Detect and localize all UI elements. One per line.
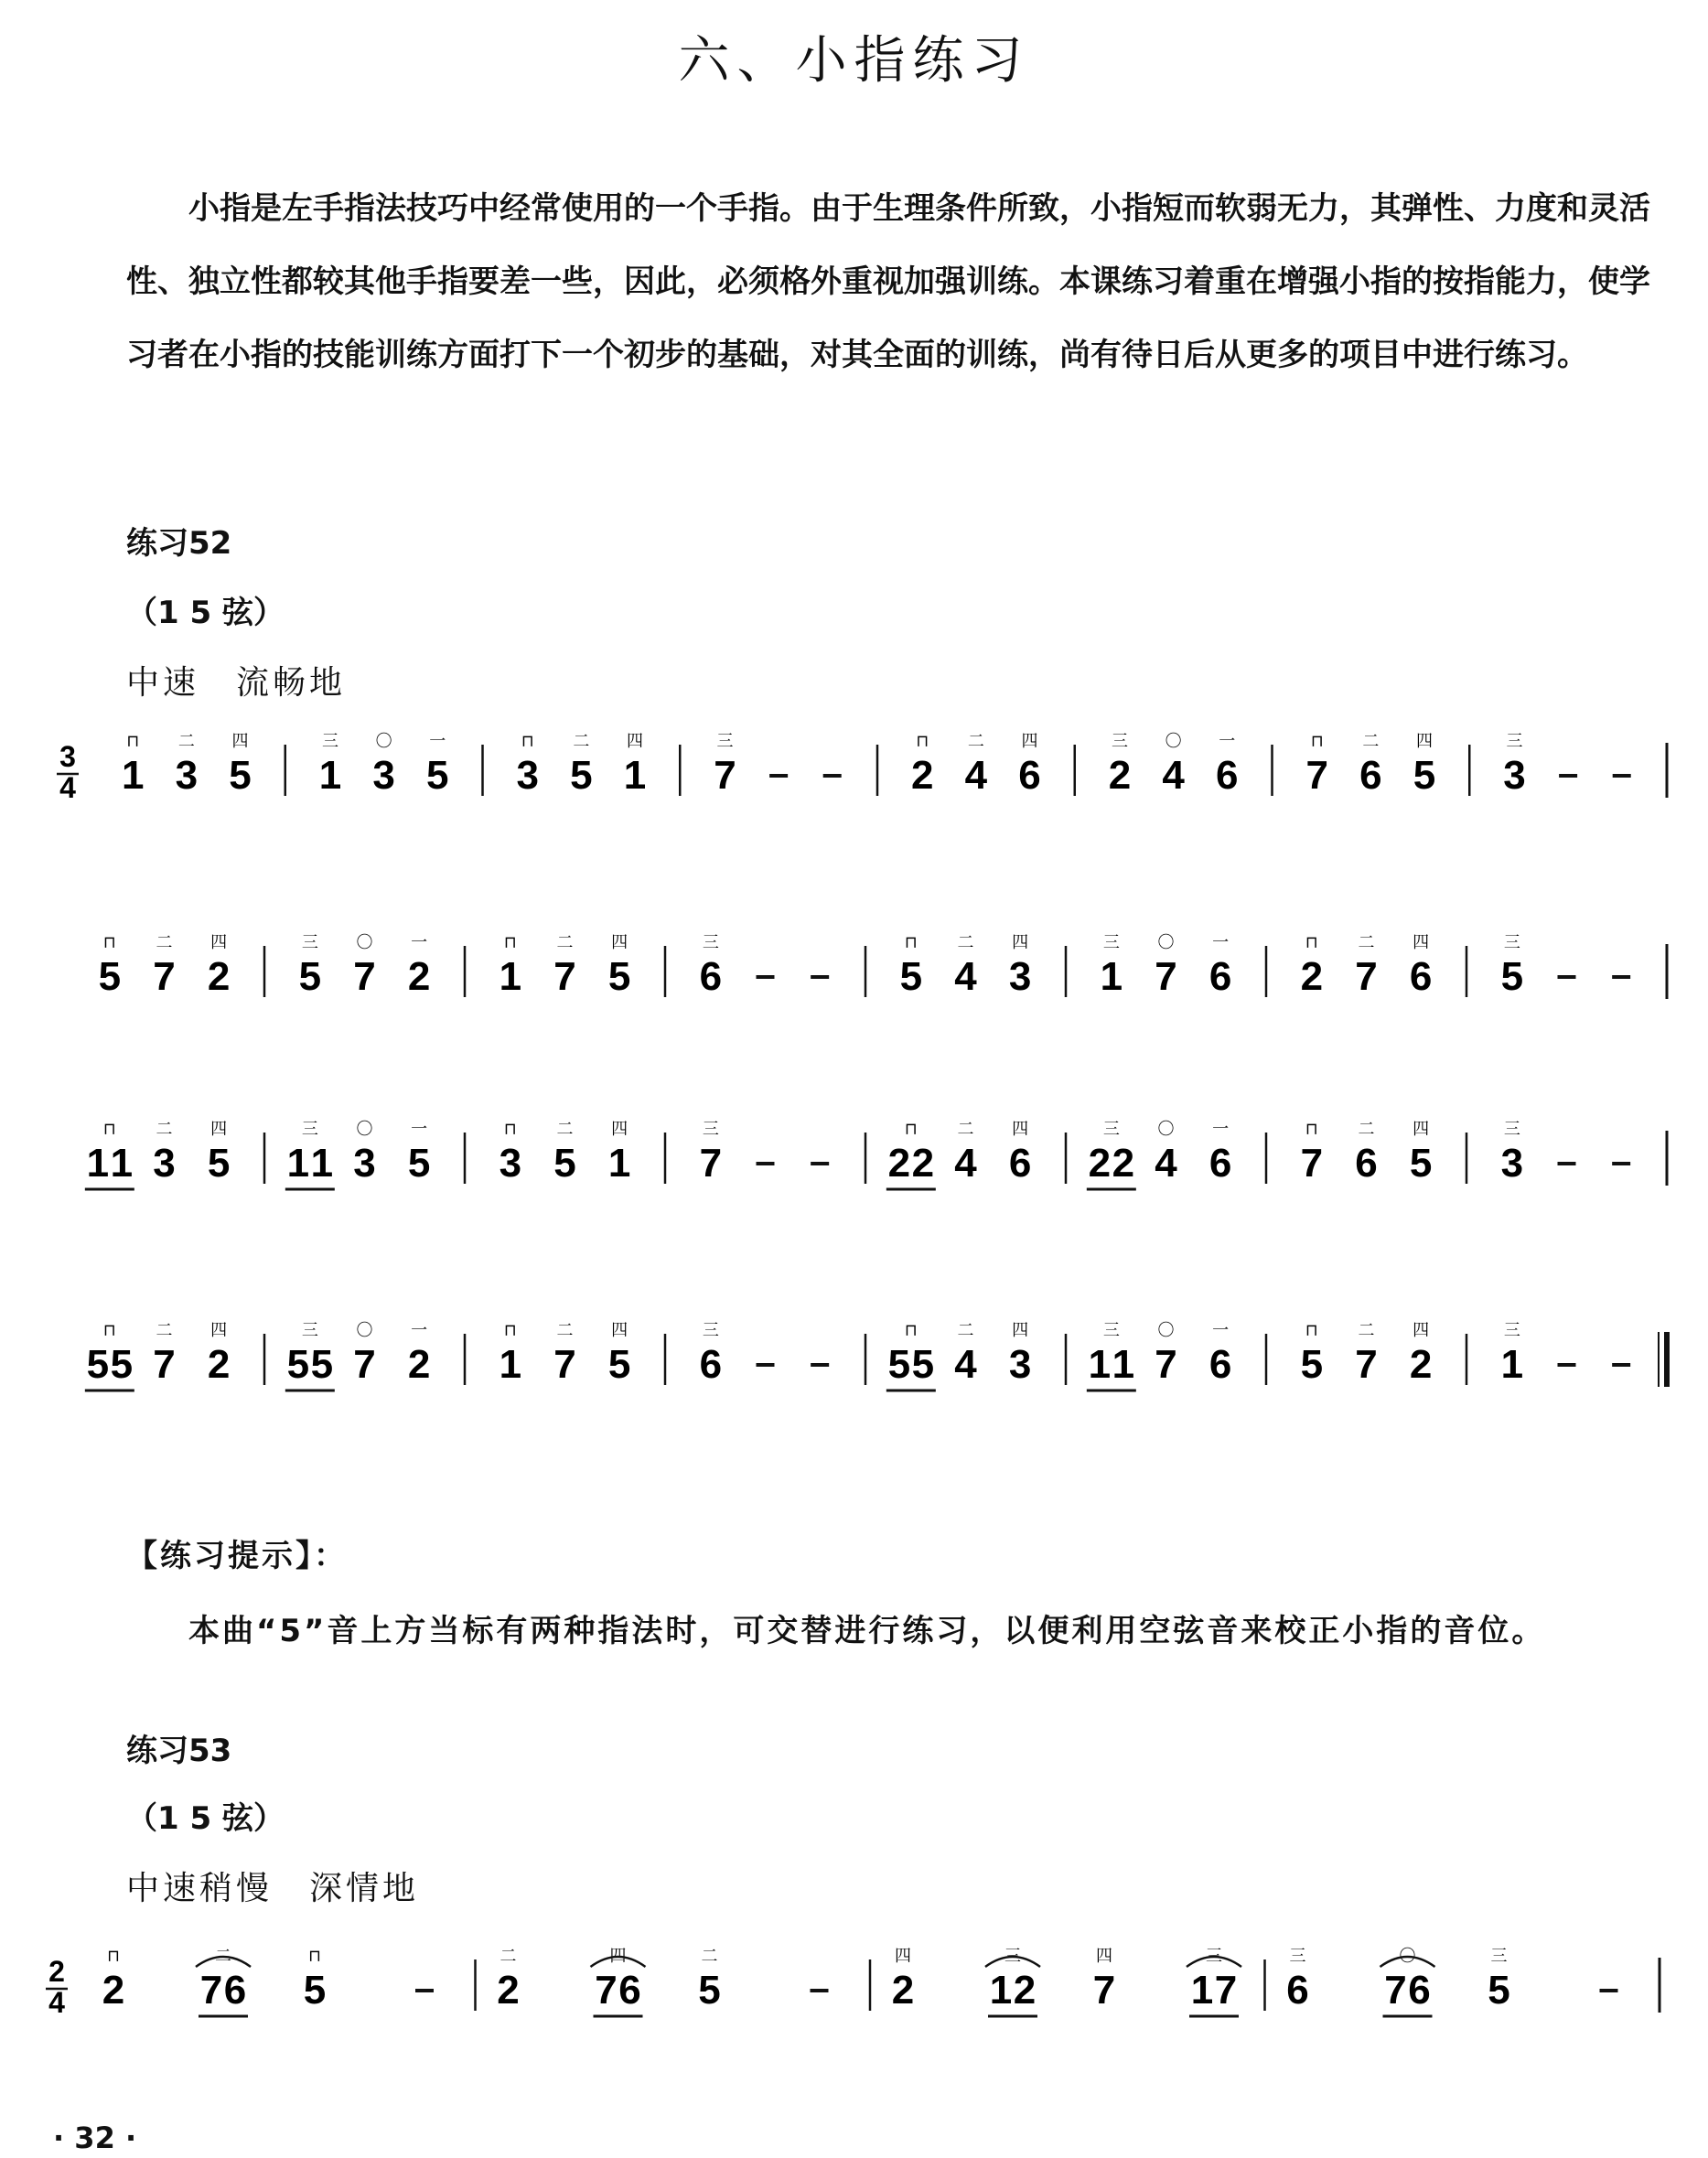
note-finger-mark: 三	[1506, 732, 1523, 751]
note-finger-mark: 三	[301, 1321, 318, 1340]
note-finger-mark: 二	[556, 1120, 574, 1139]
note-finger-mark: 三	[702, 1120, 719, 1139]
note-finger-mark: 二	[215, 1947, 231, 1966]
note-digit: 6	[699, 954, 723, 999]
note-finger-mark: 四	[1413, 1120, 1430, 1139]
note-digit: 2	[207, 954, 231, 999]
note-finger-mark: ⊓	[102, 1120, 116, 1139]
note-finger-mark: 三	[301, 1120, 318, 1139]
note-finger-mark: 二	[156, 933, 173, 952]
note-digit: 5	[553, 1141, 576, 1186]
note-finger-mark: 四	[1413, 933, 1430, 952]
note-digit: 5	[1300, 1342, 1324, 1387]
note-digit: 3	[1008, 954, 1032, 999]
exercise-52-title: 练习52	[126, 525, 232, 562]
note-finger-mark: 四	[611, 1321, 628, 1340]
note-digit: 6	[1008, 1141, 1032, 1186]
note-finger-mark: 四	[609, 1947, 627, 1966]
note-finger-mark: 三	[1112, 732, 1129, 751]
exercise-52-strings: （1 5 弦）	[126, 595, 285, 631]
note-finger-mark: ⊓	[503, 933, 517, 952]
note-finger-mark: 四	[210, 933, 228, 952]
note-digit: 7	[553, 1342, 576, 1387]
note-finger-mark: 〇	[356, 1120, 373, 1139]
time-signature-top: 2	[48, 1955, 65, 1988]
note-digit: 7	[595, 1968, 618, 2013]
note-finger-mark: 三	[1490, 1947, 1508, 1966]
note-finger-mark: 三	[1206, 1947, 1222, 1966]
note-digit: 1	[499, 1342, 522, 1387]
note-finger-mark: 二	[1362, 732, 1380, 751]
note-finger-mark: ⊓	[1305, 1321, 1318, 1340]
note-finger-mark: ⊓	[102, 1321, 116, 1340]
note-finger-mark: 一	[1219, 732, 1236, 751]
note-finger-mark: 二	[573, 732, 590, 751]
note-digit: 4	[954, 954, 977, 999]
note-digit: 1	[1500, 1342, 1524, 1387]
note-finger-mark: 一	[411, 1120, 428, 1139]
note-digit: 1	[1190, 1968, 1214, 2013]
note-digit: 7	[714, 753, 736, 798]
note-finger-mark: 〇	[375, 732, 392, 751]
note-digit: 2	[911, 753, 934, 798]
note-digit: 7	[1155, 954, 1177, 999]
note-digit: 1	[86, 1141, 110, 1186]
note-digit: 7	[1300, 1141, 1324, 1186]
note-digit: 5	[899, 954, 923, 999]
note-finger-mark: 〇	[356, 933, 373, 952]
note-finger-mark: 三	[1004, 1947, 1021, 1966]
note-digit: 5	[698, 1968, 721, 2013]
note-digit: 2	[1112, 1141, 1135, 1186]
note-digit: 7	[1155, 1342, 1177, 1387]
note-digit: 3	[175, 753, 199, 798]
note-finger-mark: 一	[1212, 1321, 1230, 1340]
note-finger-mark: 三	[702, 933, 719, 952]
note-digit: 3	[353, 1141, 376, 1186]
note-finger-mark: 四	[1415, 732, 1433, 751]
note-digit: 3	[1500, 1141, 1524, 1186]
note-finger-mark: 一	[411, 933, 428, 952]
exercise-53-tempo: 中速稍慢 深情地	[126, 1870, 420, 1907]
note-digit: 1	[286, 1141, 310, 1186]
note-digit: 5	[286, 1342, 310, 1387]
note-finger-mark: ⊓	[126, 732, 140, 751]
note-digit: 5	[86, 1342, 110, 1387]
note-finger-mark: 四	[231, 732, 249, 751]
note-finger-mark: ⊓	[106, 1947, 121, 1966]
note-digit: 1	[318, 753, 342, 798]
note-digit: 6	[1359, 753, 1382, 798]
note-digit: 5	[1413, 753, 1436, 798]
note-finger-mark: 一	[429, 732, 446, 751]
note-digit: 2	[207, 1342, 231, 1387]
note-finger-mark: 二	[957, 1120, 974, 1139]
note-digit: 2	[911, 1141, 935, 1186]
note-digit: 2	[1013, 1968, 1037, 2013]
note-digit: 7	[153, 1342, 176, 1387]
note-digit: 2	[497, 1968, 520, 2013]
note-digit: 3	[1008, 1342, 1032, 1387]
note-finger-mark: 〇	[1157, 1120, 1175, 1139]
note-digit: 5	[887, 1342, 911, 1387]
note-digit: 6	[1208, 1141, 1232, 1186]
note-digit: 2	[1108, 753, 1132, 798]
note-finger-mark: 四	[611, 1120, 628, 1139]
note-digit: 3	[499, 1141, 522, 1186]
tips-title: 【练习提示】：	[126, 1538, 348, 1574]
note-digit: 1	[310, 1141, 334, 1186]
note-digit: 6	[1409, 954, 1433, 999]
note-digit: 2	[887, 1141, 911, 1186]
note-digit: 6	[1408, 1968, 1431, 2013]
exercise-53-strings: （1 5 弦）	[126, 1800, 285, 1837]
note-finger-mark: ⊓	[904, 933, 918, 952]
note-finger-mark: 三	[1102, 1120, 1120, 1139]
note-finger-mark: 二	[556, 1321, 574, 1340]
note-finger-mark: 二	[1358, 933, 1375, 952]
note-finger-mark: 四	[1413, 1321, 1430, 1340]
note-finger-mark: 四	[1012, 933, 1029, 952]
note-digit: 6	[618, 1968, 641, 2013]
note-finger-mark: 〇	[1165, 732, 1182, 751]
note-finger-mark: 二	[1358, 1120, 1375, 1139]
note-digit: 6	[1215, 753, 1239, 798]
note-finger-mark: 三	[1503, 933, 1520, 952]
note-digit: 1	[623, 753, 647, 798]
note-digit: 7	[353, 1342, 376, 1387]
note-digit: 5	[110, 1342, 134, 1387]
note-digit: 1	[110, 1141, 134, 1186]
note-finger-mark: 三	[301, 933, 318, 952]
note-digit: 5	[570, 753, 593, 798]
note-digit: 6	[1208, 1342, 1232, 1387]
note-finger-mark: ⊓	[307, 1947, 322, 1966]
note-digit: 6	[1018, 753, 1041, 798]
note-digit: 5	[229, 753, 252, 798]
note-digit: 1	[989, 1968, 1013, 2013]
note-digit: 2	[407, 1342, 431, 1387]
note-digit: 5	[425, 753, 449, 798]
note-digit: 2	[407, 954, 431, 999]
note-finger-mark: 二	[957, 1321, 974, 1340]
note-digit: 4	[954, 1141, 977, 1186]
note-finger-mark: 三	[1102, 1321, 1120, 1340]
exercise-52-tempo: 中速 流畅地	[126, 664, 347, 702]
note-digit: 7	[353, 954, 376, 999]
note-finger-mark: 二	[500, 1947, 517, 1966]
note-digit: 2	[102, 1968, 125, 2013]
exercise-53-score	[46, 1947, 1660, 2019]
note-finger-mark: 四	[210, 1120, 228, 1139]
note-finger-mark: 〇	[1399, 1947, 1416, 1966]
note-finger-mark: 〇	[1157, 933, 1175, 952]
note-finger-mark: 三	[716, 732, 734, 751]
note-digit: 7	[1214, 1968, 1238, 2013]
note-finger-mark: 四	[1021, 732, 1038, 751]
note-digit: 5	[607, 954, 631, 999]
note-digit: 7	[553, 954, 576, 999]
page-title: 六、小指练习	[678, 31, 1030, 91]
note-digit: 4	[964, 753, 988, 798]
note-digit: 7	[1305, 753, 1329, 798]
note-finger-mark: 二	[156, 1321, 173, 1340]
note-finger-mark: 四	[895, 1947, 911, 1966]
note-finger-mark: 二	[957, 933, 974, 952]
note-digit: 5	[911, 1342, 935, 1387]
note-digit: 1	[1088, 1342, 1112, 1387]
note-digit: 3	[372, 753, 395, 798]
note-digit: 3	[516, 753, 540, 798]
note-finger-mark: 〇	[1157, 1321, 1175, 1340]
note-digit: 2	[1409, 1342, 1433, 1387]
note-digit: 1	[122, 753, 145, 798]
practice-tips	[126, 1519, 1672, 1669]
note-digit: 1	[1112, 1342, 1135, 1387]
note-digit: 6	[1208, 954, 1232, 999]
note-digit: 6	[1286, 1968, 1309, 2013]
note-finger-mark: 三	[702, 1321, 719, 1340]
note-digit: 5	[303, 1968, 327, 2013]
note-finger-mark: ⊓	[102, 933, 116, 952]
note-digit: 5	[98, 954, 122, 999]
note-digit: 4	[1162, 753, 1185, 798]
note-digit: 6	[1355, 1141, 1378, 1186]
note-finger-mark: 一	[1212, 1120, 1230, 1139]
note-digit: 5	[1500, 954, 1524, 999]
note-finger-mark: 二	[1358, 1321, 1375, 1340]
note-digit: 4	[1155, 1141, 1177, 1186]
note-finger-mark: 三	[322, 732, 339, 751]
note-finger-mark: ⊓	[916, 732, 929, 751]
note-finger-mark: 三	[1102, 933, 1120, 952]
note-digit: 6	[223, 1968, 247, 2013]
time-signature-top: 3	[59, 740, 76, 773]
note-finger-mark: 二	[177, 732, 195, 751]
note-digit: 3	[153, 1141, 176, 1186]
note-digit: 5	[607, 1342, 631, 1387]
note-finger-mark: 四	[1096, 1947, 1112, 1966]
note-digit: 1	[1100, 954, 1123, 999]
exercise-53-title: 练习53	[126, 1733, 232, 1769]
note-digit: 6	[699, 1342, 723, 1387]
exercise-52-score	[57, 732, 1667, 1390]
note-finger-mark: 四	[1012, 1120, 1029, 1139]
note-finger-mark: ⊓	[503, 1321, 517, 1340]
note-digit: 7	[1355, 1342, 1378, 1387]
note-digit: 4	[954, 1342, 977, 1387]
note-digit: 1	[499, 954, 522, 999]
note-digit: 7	[1384, 1968, 1407, 2013]
time-signature-bottom: 4	[48, 1986, 65, 2019]
note-finger-mark: 三	[1503, 1321, 1520, 1340]
note-finger-mark: ⊓	[521, 732, 534, 751]
note-digit: 5	[1488, 1968, 1510, 2013]
note-digit: 1	[607, 1141, 631, 1186]
intro-paragraph: 小指是左手指法技巧中经常使用的一个手指。由于生理条件所致，小指短而软弱无力，其弹性、力度和灵活性、独立性都较其他手指要差一些，因此，必须格外重视加强训练。本课练习着重在增强小指的按指能力，使学习者在小指的技能训练方面打下一个初步的基础，对其全面的训练，尚有待日后从更多的项目中进行练习。	[126, 190, 1650, 373]
note-digit: 5	[298, 954, 322, 999]
page-number: · 32 ·	[53, 2120, 137, 2155]
note-finger-mark: 三	[1503, 1120, 1520, 1139]
note-finger-mark: 一	[1212, 933, 1230, 952]
note-finger-mark: 一	[411, 1321, 428, 1340]
note-finger-mark: ⊓	[904, 1321, 918, 1340]
note-digit: 3	[1503, 753, 1526, 798]
tips-text: 本曲“5”音上方当标有两种指法时，可交替进行练习，以便利用空弦音来校正小指的音位。	[188, 1613, 1546, 1649]
note-finger-mark: ⊓	[1305, 933, 1318, 952]
note-finger-mark: 四	[611, 933, 628, 952]
time-signature-bottom: 4	[59, 771, 76, 804]
note-digit: 5	[1409, 1141, 1433, 1186]
note-finger-mark: 四	[210, 1321, 228, 1340]
note-finger-mark: 二	[701, 1947, 718, 1966]
note-finger-mark: ⊓	[1310, 732, 1324, 751]
note-digit: 2	[1300, 954, 1324, 999]
note-digit: 5	[310, 1342, 334, 1387]
note-finger-mark: ⊓	[904, 1120, 918, 1139]
note-finger-mark: 二	[156, 1120, 173, 1139]
note-digit: 7	[1092, 1968, 1116, 2013]
note-digit: 2	[891, 1968, 915, 2013]
note-finger-mark: 二	[556, 933, 574, 952]
note-digit: 5	[407, 1141, 431, 1186]
note-finger-mark: 〇	[356, 1321, 373, 1340]
note-digit: 7	[199, 1968, 223, 2013]
note-digit: 5	[207, 1141, 231, 1186]
note-digit: 2	[1088, 1141, 1112, 1186]
note-finger-mark: 四	[1012, 1321, 1029, 1340]
note-finger-mark: 三	[1289, 1947, 1306, 1966]
note-finger-mark: 四	[626, 732, 643, 751]
note-finger-mark: ⊓	[1305, 1120, 1318, 1139]
note-finger-mark: 二	[967, 732, 984, 751]
note-digit: 7	[699, 1141, 723, 1186]
note-finger-mark: ⊓	[503, 1120, 517, 1139]
note-digit: 7	[1355, 954, 1378, 999]
note-digit: 7	[153, 954, 176, 999]
